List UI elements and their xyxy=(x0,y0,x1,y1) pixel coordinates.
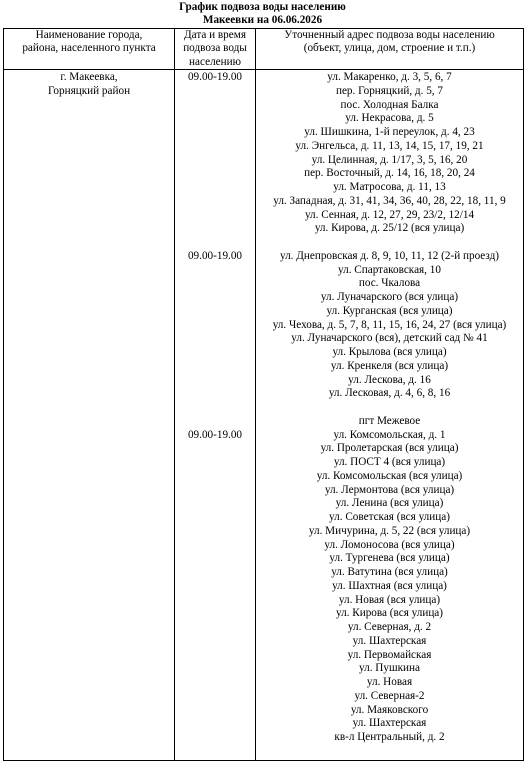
address-line: ул. Ленина (вся улица) xyxy=(335,497,444,510)
spacer xyxy=(176,319,254,333)
address-line: ул. Некрасова, д. 5 xyxy=(345,112,434,125)
spacer xyxy=(176,552,254,566)
spacer xyxy=(176,676,254,690)
spacer xyxy=(176,470,254,484)
address-line: ул. Пролетарская (вся улица) xyxy=(320,442,459,455)
water-schedule-table xyxy=(3,28,524,761)
header-time-line: населению xyxy=(189,55,241,68)
address-line: ул. Лескова, д. 16 xyxy=(348,373,431,386)
address-line: ул. Ломоносова (вся улица) xyxy=(324,538,455,551)
spacer xyxy=(176,99,254,113)
title-line-2: Макеевки на 06.06.2026 xyxy=(202,14,323,26)
spacer xyxy=(176,346,254,360)
address-line: ул. ПОСТ 4 (вся улица) xyxy=(333,456,446,469)
spacer xyxy=(176,374,254,388)
address-line: ул. Западная, д. 31, 41, 34, 36, 40, 28, 22, 18, 11, 9 xyxy=(273,194,506,207)
spacer xyxy=(176,277,254,291)
address-line: ул. Целинная, д. 1/17, 3, 5, 16, 20 xyxy=(311,153,468,166)
address-line: ул. Днепровская д. 8, 9, 10, 11, 12 (2-й проезд) xyxy=(279,249,500,262)
spacer xyxy=(257,236,522,250)
table-row xyxy=(4,70,524,761)
spacer xyxy=(176,236,254,250)
address-line: ул. Сенная, д. 12, 27, 29, 23/2, 12/14 xyxy=(304,208,475,221)
spacer xyxy=(176,566,254,580)
spacer xyxy=(176,154,254,168)
address-line: ул. Шахтерская xyxy=(352,634,427,647)
address-line: ул. Комсомольская, д. 1 xyxy=(333,428,446,441)
address-line: ул. Спартаковская, 10 xyxy=(338,263,441,276)
spacer xyxy=(176,717,254,731)
address-line: ул. Мичурина, д. 5, 22 (вся улица) xyxy=(308,524,471,537)
spacer xyxy=(176,649,254,663)
address-line: ул. Пушкина xyxy=(359,662,420,675)
document-title xyxy=(0,0,525,27)
address-line: кв-л Центральный, д. 2 xyxy=(334,731,445,744)
header-time-line: подвоза воды xyxy=(183,42,247,55)
spacer xyxy=(176,305,254,319)
spacer xyxy=(176,484,254,498)
delivery-time: 09.00-19.00 xyxy=(187,428,243,441)
spacer xyxy=(176,332,254,346)
header-address xyxy=(256,29,524,70)
address-line: пер. Горняцкий, д. 5, 7 xyxy=(335,84,443,97)
delivery-time: 09.00-19.00 xyxy=(187,249,243,262)
address-line: ул. Кирова (вся улица) xyxy=(335,607,443,620)
spacer xyxy=(176,387,254,401)
spacer xyxy=(176,704,254,718)
address-line: ул. Комсомольская (вся улица) xyxy=(316,469,463,482)
address-line: ул. Новая xyxy=(366,676,413,689)
address-line: ул. Чехова, д. 5, 7, 8, 11, 15, 16, 24, 27 (вся улица) xyxy=(272,318,507,331)
spacer xyxy=(176,607,254,621)
address-line: пос. Холодная Балка xyxy=(340,98,439,111)
spacer xyxy=(176,85,254,99)
header-address-line: (объект, улица, дом, строение и т.п.) xyxy=(303,42,476,55)
city-cell xyxy=(4,70,175,761)
spacer xyxy=(176,167,254,181)
address-line: ул. Матросова, д. 11, 13 xyxy=(333,181,446,194)
spacer xyxy=(176,291,254,305)
address-line: ул. Северная, д. 2 xyxy=(347,621,432,634)
address-line: ул. Шахтерская xyxy=(352,717,427,730)
header-time xyxy=(175,29,256,70)
spacer xyxy=(176,690,254,704)
address-line: ул. Кирова, д. 25/12 (вся улица) xyxy=(314,222,465,235)
spacer xyxy=(176,195,254,209)
address-line: ул. Лесковая, д. 4, 6, 8, 16 xyxy=(328,387,451,400)
spacer xyxy=(176,539,254,553)
spacer xyxy=(176,222,254,236)
locality-heading: пгт Межевое xyxy=(358,414,421,427)
address-line: ул. Новая (вся улица) xyxy=(338,593,441,606)
address-line: ул. Ватутина (вся улица) xyxy=(331,566,448,579)
address-line: ул. Северная-2 xyxy=(354,689,425,702)
header-city-line: Наименование города, xyxy=(35,29,143,41)
spacer xyxy=(257,401,522,415)
spacer xyxy=(176,580,254,594)
spacer xyxy=(176,662,254,676)
spacer xyxy=(176,415,254,429)
spacer xyxy=(176,360,254,374)
address-line: ул. Тургенева (вся улица) xyxy=(329,552,450,565)
title-line-1: График подвоза воды населению xyxy=(179,1,346,13)
spacer xyxy=(176,209,254,223)
spacer xyxy=(176,264,254,278)
header-city xyxy=(4,29,175,70)
spacer xyxy=(176,525,254,539)
spacer xyxy=(176,442,254,456)
spacer xyxy=(176,126,254,140)
spacer xyxy=(176,497,254,511)
delivery-time: 09.00-19.00 xyxy=(187,71,243,84)
spacer xyxy=(176,112,254,126)
city-name: г. Макеевка, xyxy=(60,71,118,84)
spacer xyxy=(176,731,254,745)
spacer xyxy=(176,181,254,195)
address-line: ул. Макаренко, д. 3, 5, 6, 7 xyxy=(327,71,452,84)
address-line: ул. Энгельса, д. 11, 13, 14, 15, 17, 19, 21 xyxy=(295,139,484,152)
spacer xyxy=(176,594,254,608)
address-line: пер. Восточный, д. 14, 16, 18, 20, 24 xyxy=(304,167,475,180)
address-line: ул. Кренкеля (вся улица) xyxy=(330,359,449,372)
header-city-line: района, населенного пункта xyxy=(22,42,156,55)
address-line: ул. Первомайская xyxy=(347,648,432,661)
header-time-line: Дата и время xyxy=(184,29,246,41)
address-line: пос. Чкалова xyxy=(358,277,421,290)
spacer xyxy=(176,140,254,154)
spacer xyxy=(176,635,254,649)
address-line: ул. Шахтная (вся улица) xyxy=(332,579,447,592)
address-line: ул. Курганская (вся улица) xyxy=(326,304,453,317)
time-cell xyxy=(175,70,256,761)
address-line: ул. Крылова (вся улица) xyxy=(332,346,447,359)
address-cell xyxy=(256,70,524,761)
spacer xyxy=(176,456,254,470)
address-line: ул. Шишкина, 1-й переулок, д. 4, 23 xyxy=(304,126,475,139)
spacer xyxy=(176,621,254,635)
address-line: ул. Маяковского xyxy=(350,703,429,716)
district-name: Горняцкий район xyxy=(47,84,131,97)
address-line: ул. Луначарского (вся), детский сад № 41 xyxy=(291,332,488,345)
spacer xyxy=(176,511,254,525)
table-header-row xyxy=(4,29,524,70)
spacer xyxy=(176,401,254,415)
address-line: ул. Советская (вся улица) xyxy=(329,511,450,524)
header-address-line: Уточненный адрес подвоза воды населению xyxy=(284,29,495,41)
address-line: ул. Луначарского (вся улица) xyxy=(320,291,459,304)
address-line: ул. Лермонтова (вся улица) xyxy=(324,483,455,496)
